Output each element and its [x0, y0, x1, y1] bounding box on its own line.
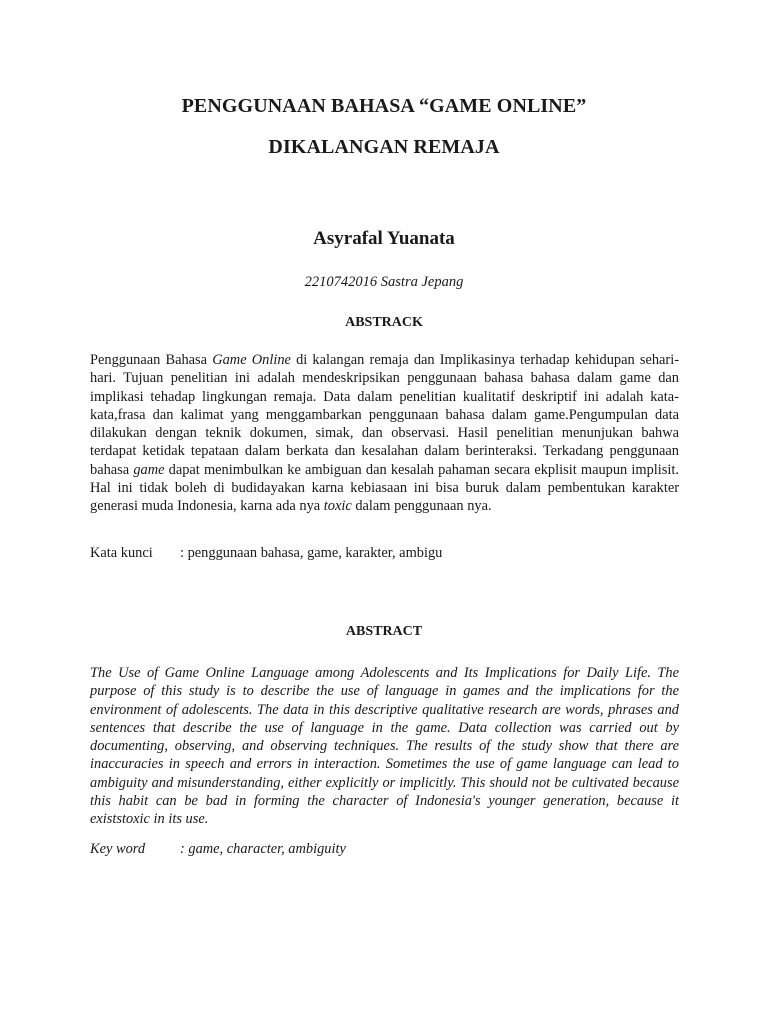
- abstract-id-text: dapat menimbulkan ke ambiguan dan kesalah pahaman secara ekplisit maupun implisit. Hal ini tidak boleh di budidayakan karna kebiasaan ini bisa buruk dalam pembentukan karakter generasi muda Indonesia, karna ada nya: [90, 461, 679, 515]
- abstract-id-text: Penggunaan Bahasa: [90, 352, 213, 368]
- abstract-id-text: di kalangan remaja dan Implikasinya terhadap kehidupan sehari-hari. Tujuan penelitian ini adalah mendeskripsikan penggunaan bahasa bahasa dalam game dan implikasi tehadap lingkungan remaja. Data dalam penelitian kualitatif deskriptif ini adalah kata-kata,frasa dan kalimat yang menggambarkan penggunaan bahasa dalam game.Pengumpulan data dilakukan dengan teknik dokumen, simak, dan observasi. Hasil penelitian menunjukan bahwa terdapat ketidak tepataan dalam berkata dan kesalahan dalam berinteraksi. Terkadang penggunaan bahasa: [90, 352, 679, 478]
- abstract-heading-indonesian: ABSTRACK: [345, 315, 423, 330]
- keywords-list: : game, character, ambiguity: [180, 841, 346, 857]
- abstract-heading-english: ABSTRACT: [345, 624, 423, 639]
- author-affiliation: 2210742016 Sastra Jepang: [304, 274, 464, 290]
- keywords-list: : penggunaan bahasa, game, karakter, ambigu: [180, 545, 443, 561]
- keywords-label: Kata kunci: [90, 545, 153, 561]
- abstract-id-italic-term: game: [133, 461, 165, 478]
- keywords-english: [90, 841, 346, 858]
- keywords-indonesian: [90, 545, 442, 562]
- author-name: Asyrafal Yuanata: [313, 228, 455, 249]
- keywords-label: Key word: [90, 841, 146, 857]
- paper-title-line-1: PENGGUNAAN BAHASA “GAME ONLINE”: [181, 95, 587, 117]
- abstract-id-text: dalam penggunaan nya.: [351, 498, 492, 515]
- abstract-id-italic-term: Game Online: [212, 352, 291, 368]
- abstract-id-italic-term: toxic: [323, 498, 352, 515]
- paper-title-line-2: DIKALANGAN REMAJA: [268, 136, 500, 158]
- abstract-body-indonesian: [90, 351, 679, 516]
- abstract-body-english: The Use of Game Online Language among Adolescents and Its Implications for Daily Life. The purpose of this study is to describe the use of language in games and the implications for the environment of adolescents. The data in this descriptive qualitative research are words, phrases and sentences that describe the use of language in the game. Data collection was carried out by documenting, observing, and observing techniques. The results of the study show that there are inaccuracies in speech and errors in interaction. Sometimes the use of game language can lead to ambiguity and misunderstanding, either explicitly or implicitly. This should not be cultivated because this habit can be bad in forming the character of Indonesia's younger generation, because it existstoxic in its use.: [90, 665, 679, 828]
